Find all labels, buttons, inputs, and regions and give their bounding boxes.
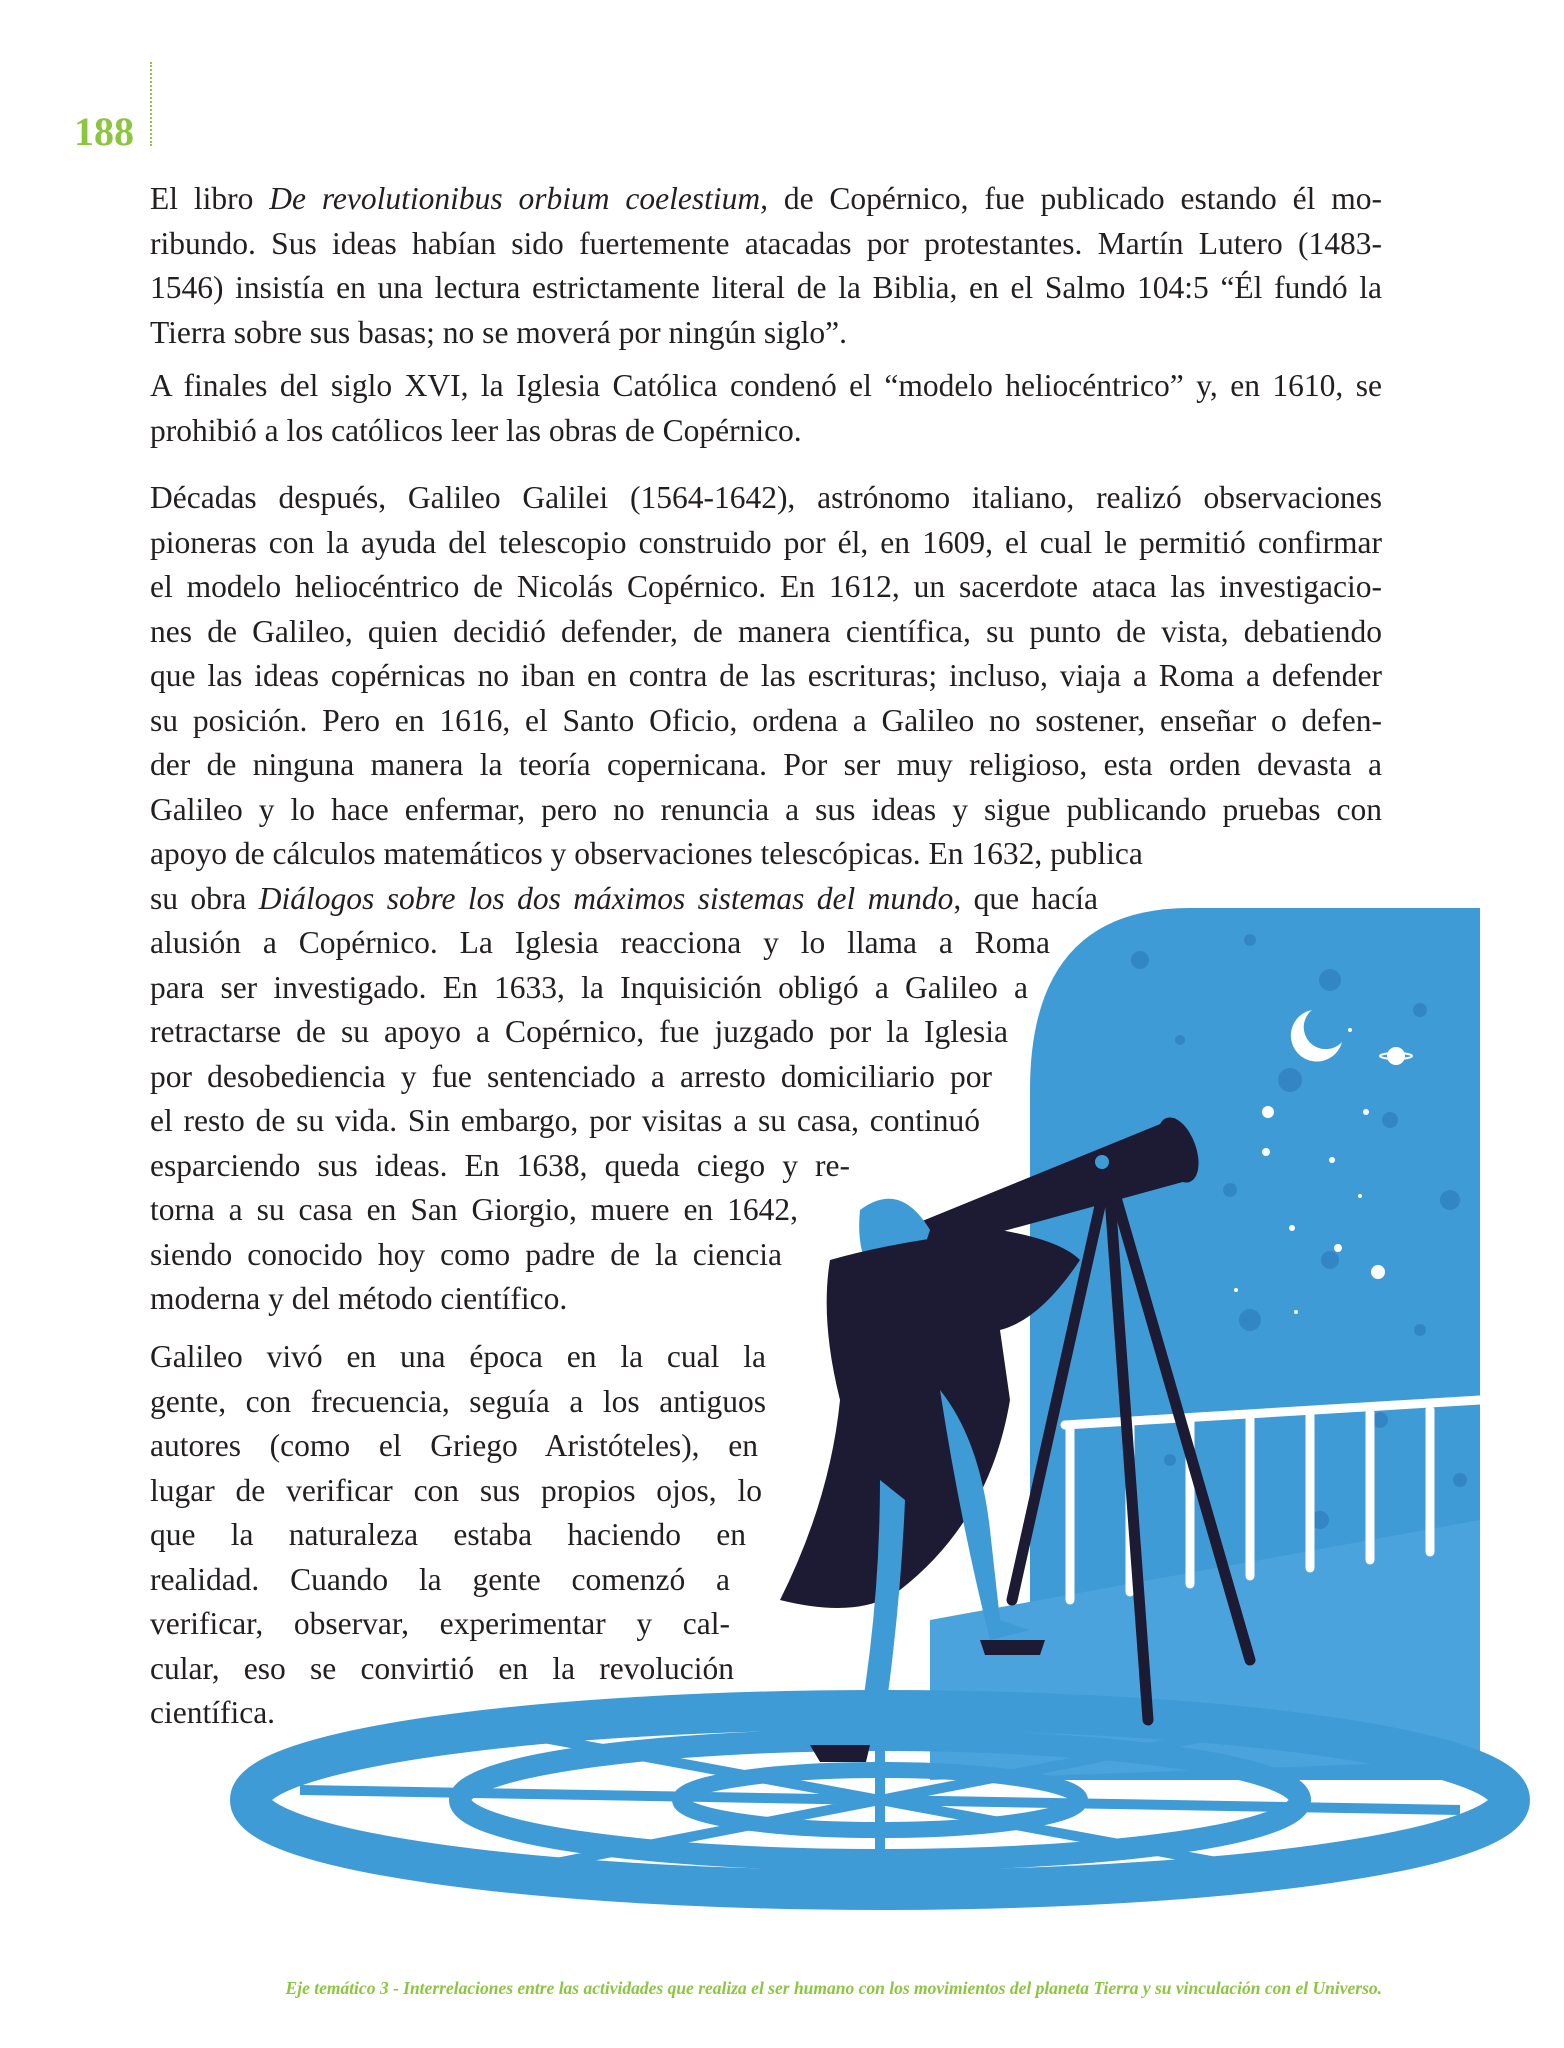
- text-line: el modelo heliocéntrico de Nicolás Copérnico. En 1612, un sacerdote ataca las investigacio-: [150, 569, 1382, 604]
- paragraph-galileo-galilei: [150, 476, 1382, 1322]
- text-line: der de ninguna manera la teoría copernicana. Por ser muy religioso, esta orden devasta a: [150, 747, 1382, 782]
- text-line: lugar de verificar con sus propios ojos, lo: [150, 1472, 762, 1508]
- text-line: 1546) insistía en una lectura estrictamente literal de la Biblia, en el Salmo 104:5 “Él fundó la: [150, 270, 1382, 305]
- text-line: apoyo de cálculos matemáticos y observaciones telescópicas. En 1632, publica: [150, 836, 1143, 871]
- text-line: el resto de su vida. Sin embargo, por visitas a su casa, continuó: [150, 1103, 980, 1138]
- text-line: cular, eso se convirtió en la revolución: [150, 1650, 734, 1686]
- text-line: científica.: [150, 1695, 276, 1730]
- text-line: Décadas después, Galileo Galilei (1564-1642), astrónomo italiano, realizó observaciones: [150, 480, 1382, 515]
- text-line: verificar, observar, experimentar y cal-: [150, 1606, 730, 1641]
- text-line: retractarse de su apoyo a Copérnico, fue juzgado por la Iglesia: [150, 1014, 1008, 1049]
- paragraph-revolucion-cientifica: [150, 1335, 766, 1736]
- text-line: gente, con frecuencia, seguía a los antiguos: [150, 1383, 766, 1419]
- text-line: su posición. Pero en 1616, el Santo Oficio, ordena a Galileo no sostener, enseñar o defen-: [150, 702, 1382, 738]
- text-line: ribundo. Sus ideas habían sido fuertemente atacadas por protestantes. Martín Lutero (1483-: [150, 225, 1382, 261]
- page-footer: Eje temático 3 - Interrelaciones entre las actividades que realiza el ser humano con los movimientos del planeta Tierra y su vinculación con el Universo.: [285, 1978, 1382, 1998]
- text-line: Galileo vivó en una época en la cual la: [150, 1339, 766, 1374]
- text-line: autores (como el Griego Aristóteles), en: [150, 1428, 758, 1463]
- text-line: para ser investigado. En 1633, la Inquisición obligó a Galileo a: [150, 969, 1028, 1005]
- text-line: su obra Diálogos sobre los dos máximos sistemas del mundo, que hacía: [150, 880, 1099, 916]
- text-line: alusión a Copérnico. La Iglesia reacciona y lo llama a Roma: [150, 925, 1050, 960]
- text-line: prohibió a los católicos leer las obras de Copérnico.: [150, 412, 802, 448]
- text-line: pioneras con la ayuda del telescopio construido por él, en 1609, el cual le permitió confirmar: [150, 524, 1382, 560]
- text-line: El libro De revolutionibus orbium coelestium, de Copérnico, fue publicado estando él mo-: [150, 181, 1382, 216]
- text-line: Tierra sobre sus basas; no se moverá por ningún siglo”.: [150, 314, 847, 350]
- text-line: nes de Galileo, quien decidió defender, de manera científica, su punto de vista, debatiendo: [150, 613, 1382, 649]
- text-line: A finales del siglo XVI, la Iglesia Católica condenó el “modelo heliocéntrico” y, en 1610, se: [150, 368, 1382, 403]
- text-line: que las ideas copérnicas no iban en contra de las escrituras; incluso, viaja a Roma a defender: [150, 658, 1382, 693]
- text-line: realidad. Cuando la gente comenzó a: [150, 1561, 730, 1597]
- planet-icon: [1387, 1047, 1405, 1065]
- text-line: que la naturaleza estaba haciendo en: [150, 1517, 746, 1552]
- page-number: 188: [74, 109, 134, 154]
- text-line: esparciendo sus ideas. En 1638, queda ciego y re-: [150, 1147, 850, 1183]
- paragraph-iglesia-catolica: [150, 364, 1382, 453]
- text-line: siendo conocido hoy como padre de la ciencia: [150, 1236, 782, 1272]
- text-line: por desobediencia y fue sentenciado a arresto domiciliario por: [150, 1058, 992, 1094]
- text-line: torna a su casa en San Giorgio, muere en 1642,: [150, 1192, 798, 1227]
- text-line: moderna y del método científico.: [150, 1281, 568, 1316]
- text-line: Galileo y lo hace enfermar, pero no renuncia a sus ideas y sigue publicando pruebas con: [150, 791, 1382, 827]
- paragraph-copernico-book: [150, 177, 1382, 355]
